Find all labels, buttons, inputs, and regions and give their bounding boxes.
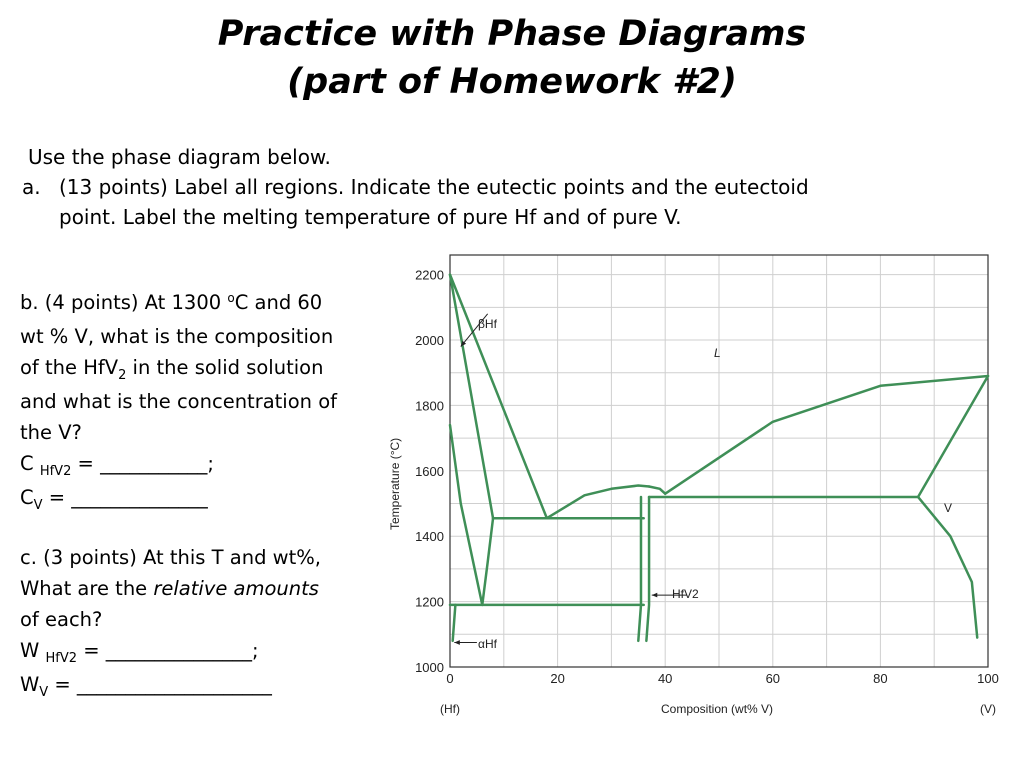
annot-beta-hf: βHf [478,317,497,331]
title-line-2: (part of Homework #2) [287,62,737,102]
qc-line-3: of each? [20,608,103,631]
annot-alpha-hf: αHf [478,637,497,651]
qb-line3-post: in the solid solution [126,356,324,379]
phase-line-alpha-hf-solvus [453,605,456,641]
w-hfv2-blank: = _______________; [77,639,259,662]
qc-line2-italic: relative amounts [153,577,319,600]
qb-lead: b. (4 points) At 1300 [20,291,228,314]
phase-line-solvus-v [918,497,977,638]
qb-line3-pre: of the HfV [20,356,119,379]
qc-line2-pre: What are the [20,577,154,600]
annotation-arrows [454,314,686,645]
phase-line-liquidus-hfv2-left [547,486,649,519]
y-tick-label: 2000 [415,333,444,349]
qb-line3-sub: 2 [118,368,127,383]
x-tick-label: 20 [550,671,565,686]
w-hfv2-sub: HfV2 [45,651,78,666]
item-a-text-1: (13 points) Label all regions. Indicate the eutectic points and the eutectoid [59,175,809,199]
y-axis-label: Temperature (°C) [388,437,402,530]
arrow-hfv2-head [652,593,658,598]
wv-blank: = ____________________ [48,673,272,696]
chart-ticks [415,268,999,686]
annot-v: V [944,501,953,515]
x-tick-label: 0 [446,671,454,686]
x-tick-label: 60 [765,671,781,686]
x-tick-label: 40 [657,671,673,686]
item-a-label: a. [22,175,41,199]
qb-line-4: and what is the concentration of [20,390,338,413]
y-tick-label: 2200 [415,267,444,283]
phase-line-liquidus-hfv2-right [649,487,665,494]
qc-line-1: c. (3 points) At this T and wt%, [20,546,321,569]
item-a-text-2: point. Label the melting temperature of pure Hf and of pure V. [59,205,682,229]
c-hfv2-blank: = ___________; [71,452,214,475]
wv-main: W [20,673,40,696]
phase-line-solidus-v-side [918,376,988,497]
y-tick-label: 1000 [415,660,444,675]
wv-sub: V [39,685,49,700]
y-tick-label: 1400 [415,529,444,545]
cv-sub: V [33,498,43,513]
y-tick-label: 1800 [415,398,444,414]
phase-line-beta-hf-solidus [450,275,493,519]
arrow-alpha-hf-head [454,640,460,645]
w-hfv2-main: W [20,639,46,662]
phase-line-beta-hf-transus-left [450,425,482,605]
x-tick-label: 80 [873,671,888,686]
qb-line-5: the V? [20,421,82,444]
c-hfv2-sub: HfV2 [39,464,72,479]
y-tick-label: 1200 [415,594,444,610]
qb-degree: o [227,291,235,305]
x-tick-label: 100 [977,671,999,686]
c-hfv2-main: C [20,452,40,475]
cv-main: C [20,486,34,509]
qb-line-2: wt % V, what is the composition [20,325,334,348]
intro-line: Use the phase diagram below. [28,145,331,169]
annot-hfv2: HfV2 [672,587,699,601]
annot-liquid: L [714,346,721,360]
title-line-1: Practice with Phase Diagrams [217,14,807,54]
x-axis-label: Composition (wt% V) [661,702,774,716]
phase-line-beta-hf-transus-right [482,518,493,605]
y-tick-label: 1600 [415,463,444,479]
qb-after-degree: C and 60 [234,291,323,314]
x-end-label-left: (Hf) [440,702,460,716]
x-end-label-right: (V) [980,702,996,716]
cv-blank: = ______________ [42,486,208,509]
phase-line-liquidus-hf-side [450,275,547,519]
